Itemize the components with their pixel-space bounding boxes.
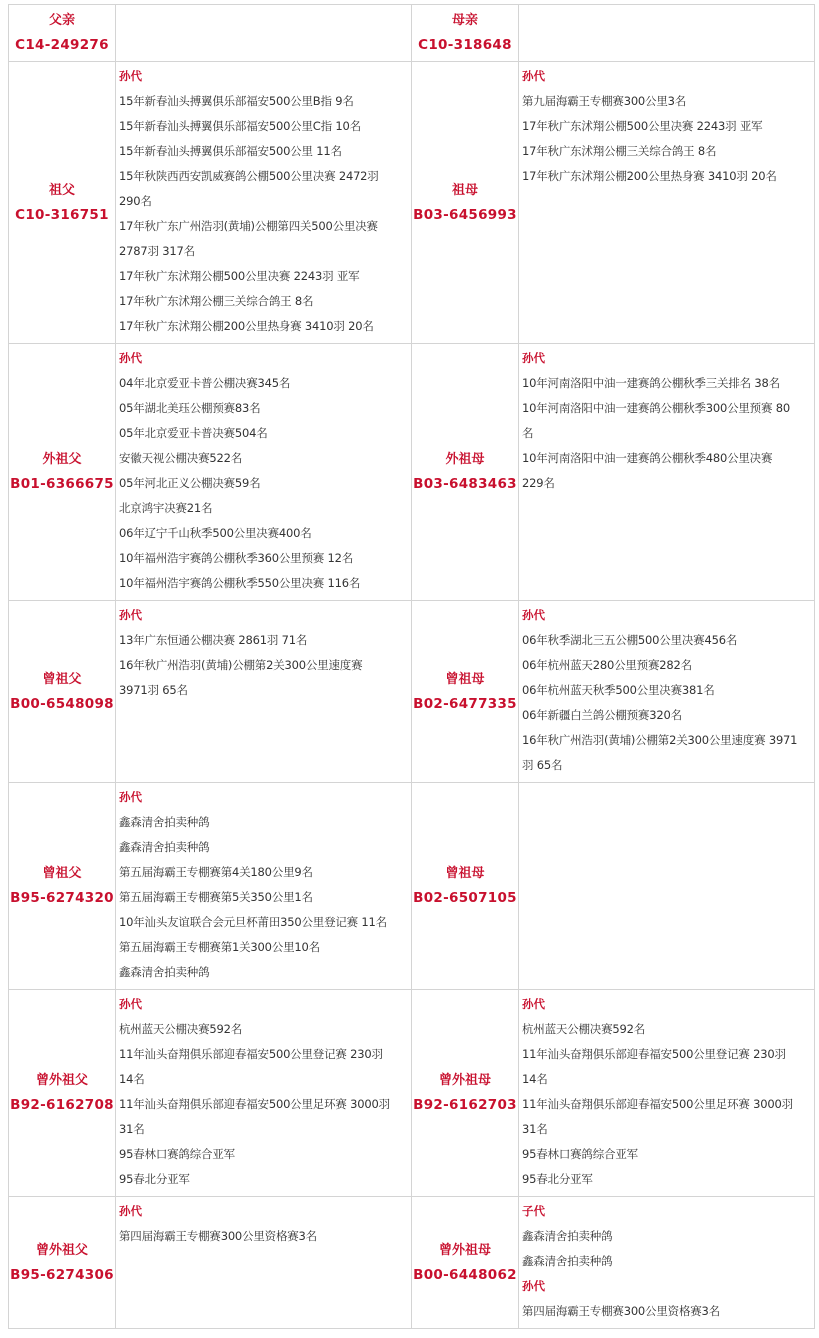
achievement-line: 10年河南洛阳中油一建赛鸽公棚秋季480公里决赛 [522, 451, 773, 465]
ring-number: B00-6448062 [413, 1266, 517, 1283]
achievements-cell [519, 1197, 815, 1329]
achievements-cell [116, 990, 412, 1197]
achievement-line: 第五届海霸王专棚赛第1关300公里10名 [119, 940, 320, 954]
ancestor-label-cell [9, 783, 116, 990]
achievements-cell [519, 783, 815, 990]
ancestor-label-cell [9, 990, 116, 1197]
ancestor-label-cell [9, 62, 116, 344]
achievement-line: 14名 [522, 1072, 548, 1086]
pedigree-table [8, 4, 815, 1329]
achievement-line: 名 [522, 426, 534, 440]
achievement-line: 04年北京爱亚卡普公棚决赛345名 [119, 376, 291, 390]
achievements-cell [116, 601, 412, 783]
achievement-line: 15年新春汕头搏翼俱乐部福安500公里 11名 [119, 144, 342, 158]
achievement-line: 31名 [522, 1122, 548, 1136]
achievement-line: 95春北分亚军 [522, 1172, 593, 1186]
achievement-line: 15年新春汕头搏翼俱乐部福安500公里C指 10名 [119, 119, 361, 133]
achievement-line: 鑫森清舍拍卖种鸽 [522, 1229, 613, 1243]
ancestor-label-cell [412, 990, 519, 1197]
achievement-line: 95春北分亚军 [119, 1172, 190, 1186]
generation-heading: 孙代 [522, 1279, 545, 1293]
ring-number: C10-318648 [418, 37, 512, 53]
relation-label: 曾祖父 [42, 866, 82, 881]
achievements-cell [116, 62, 412, 344]
relation-label: 曾外祖父 [35, 1242, 88, 1258]
achievement-line: 17年秋广东沭翔公棚三关综合鸽王 8名 [119, 294, 314, 308]
ring-number: B95-6274306 [10, 1266, 114, 1283]
generation-heading: 孙代 [522, 69, 545, 83]
achievements-cell [519, 62, 815, 344]
achievement-line: 17年秋广东沭翔公棚200公里热身赛 3410羽 20名 [522, 169, 777, 183]
relation-label: 母亲 [451, 13, 478, 28]
achievement-line: 06年杭州蓝天280公里预赛282名 [522, 658, 692, 672]
achievement-line: 11年汕头奋翔俱乐部迎春福安500公里登记赛 230羽 [119, 1047, 383, 1061]
ancestor-label-cell [412, 5, 519, 62]
achievement-line: 10年汕头友谊联合会元旦杯莆田350公里登记赛 11名 [119, 915, 387, 929]
achievement-line: 10年河南洛阳中油一建赛鸽公棚秋季三关排名 38名 [522, 376, 780, 390]
ancestor-label-cell [412, 1197, 519, 1329]
achievement-line: 229名 [522, 476, 555, 490]
achievement-line: 10年福州浩宇赛鸽公棚秋季550公里决赛 116名 [119, 576, 361, 590]
relation-label: 父亲 [48, 13, 75, 28]
generation-heading: 孙代 [119, 69, 142, 83]
relation-label: 祖父 [48, 182, 75, 198]
achievement-line: 290名 [119, 194, 152, 208]
achievement-line: 17年秋广东沭翔公棚三关综合鸽王 8名 [522, 144, 717, 158]
achievement-line: 95春林口赛鸽综合亚军 [522, 1147, 638, 1161]
achievement-line: 15年新春汕头搏翼俱乐部福安500公里B指 9名 [119, 94, 354, 108]
achievements-cell [519, 990, 815, 1197]
achievement-line: 羽 65名 [522, 758, 563, 772]
achievement-line: 05年湖北美珏公棚预赛83名 [119, 401, 261, 415]
generation-heading: 孙代 [119, 351, 142, 365]
achievement-line: 13年广东恒通公棚决赛 2861羽 71名 [119, 633, 308, 647]
achievement-line: 10年河南洛阳中油一建赛鸽公棚秋季300公里预赛 80 [522, 401, 790, 415]
achievement-line: 17年秋广东沭翔公棚500公里决赛 2243羽 亚军 [522, 119, 763, 133]
achievements-cell [519, 601, 815, 783]
achievement-line: 第四届海霸王专棚赛300公里资格赛3名 [522, 1304, 720, 1318]
ancestor-label-cell [412, 783, 519, 990]
ring-number: B03-6456993 [413, 206, 517, 223]
achievement-line: 17年秋广东沭翔公棚500公里决赛 2243羽 亚军 [119, 269, 360, 283]
ancestor-label-cell [9, 5, 116, 62]
ancestor-label-cell [412, 601, 519, 783]
ring-number: B01-6366675 [10, 476, 114, 492]
achievement-line: 2787羽 317名 [119, 244, 195, 258]
achievement-line: 06年辽宁千山秋季500公里决赛400名 [119, 526, 312, 540]
ring-number: B02-6507105 [413, 890, 517, 906]
generation-heading: 孙代 [119, 1204, 142, 1218]
achievement-line: 鑫森清舍拍卖种鸽 [522, 1254, 613, 1268]
generation-heading: 孙代 [119, 790, 142, 804]
ring-number: B92-6162708 [10, 1097, 114, 1113]
relation-label: 曾外祖父 [35, 1073, 88, 1088]
ring-number: B03-6483463 [413, 476, 517, 492]
achievement-line: 06年秋季湖北三五公棚500公里决赛456名 [522, 633, 738, 647]
achievement-line: 05年河北正义公棚决赛59名 [119, 476, 261, 490]
achievement-line: 第九届海霸王专棚赛300公里3名 [522, 94, 687, 108]
achievements-cell [116, 5, 412, 62]
pedigree-row [9, 783, 815, 990]
pedigree-row [9, 1197, 815, 1329]
relation-label: 曾祖母 [445, 671, 485, 687]
achievement-line: 11年汕头奋翔俱乐部迎春福安500公里足环赛 3000羽 [119, 1097, 390, 1111]
ancestor-label-cell [9, 601, 116, 783]
achievement-line: 10年福州浩宇赛鸽公棚秋季360公里预赛 12名 [119, 551, 354, 565]
achievement-line: 北京鸿宇决赛21名 [119, 501, 213, 515]
achievement-line: 鑫森清舍拍卖种鸽 [119, 840, 210, 854]
generation-heading: 子代 [522, 1204, 545, 1218]
relation-label: 曾祖母 [445, 866, 485, 881]
ring-number: C14-249276 [15, 37, 109, 53]
relation-label: 曾外祖母 [438, 1242, 491, 1258]
ring-number: B00-6548098 [10, 695, 114, 712]
relation-label: 祖母 [451, 182, 478, 198]
achievement-line: 第五届海霸王专棚赛第4关180公里9名 [119, 865, 313, 879]
ring-number: B95-6274320 [10, 890, 114, 906]
achievements-cell [116, 344, 412, 601]
relation-label: 曾祖父 [42, 671, 82, 687]
achievement-line: 11年汕头奋翔俱乐部迎春福安500公里登记赛 230羽 [522, 1047, 786, 1061]
achievement-line: 11年汕头奋翔俱乐部迎春福安500公里足环赛 3000羽 [522, 1097, 793, 1111]
pedigree-row [9, 344, 815, 601]
achievement-line: 06年杭州蓝天秋季500公里决赛381名 [522, 683, 715, 697]
ancestor-label-cell [9, 1197, 116, 1329]
achievements-cell [116, 1197, 412, 1329]
relation-label: 曾外祖母 [438, 1073, 491, 1088]
achievement-line: 05年北京爱亚卡普决赛504名 [119, 426, 268, 440]
ancestor-label-cell [412, 344, 519, 601]
achievement-line: 15年秋陕西西安凯威赛鸽公棚500公里决赛 2472羽 [119, 169, 379, 183]
achievement-line: 杭州蓝天公棚决赛592名 [522, 1022, 646, 1036]
achievement-line: 17年秋广东广州浩羽(黄埔)公棚第四关500公里决赛 [119, 219, 378, 233]
generation-heading: 孙代 [522, 351, 545, 365]
achievement-line: 17年秋广东沭翔公棚200公里热身赛 3410羽 20名 [119, 319, 374, 333]
achievements-cell [519, 344, 815, 601]
ancestor-label-cell [412, 62, 519, 344]
pedigree-row [9, 62, 815, 344]
achievement-line: 杭州蓝天公棚决赛592名 [119, 1022, 243, 1036]
generation-heading: 孙代 [522, 608, 545, 622]
pedigree-body [9, 5, 815, 1329]
ring-number: B02-6477335 [413, 695, 517, 712]
generation-heading: 孙代 [119, 997, 142, 1011]
generation-heading: 孙代 [119, 608, 142, 622]
pedigree-row [9, 990, 815, 1197]
achievement-line: 14名 [119, 1072, 145, 1086]
ring-number: C10-316751 [15, 206, 109, 223]
generation-heading: 孙代 [522, 997, 545, 1011]
achievement-line: 16年秋广州浩羽(黄埔)公棚第2关300公里速度赛 [119, 658, 363, 672]
achievement-line: 31名 [119, 1122, 145, 1136]
achievement-line: 3971羽 65名 [119, 683, 188, 697]
relation-label: 外祖父 [42, 452, 82, 467]
achievement-line: 16年秋广州浩羽(黄埔)公棚第2关300公里速度赛 3971 [522, 733, 798, 747]
ancestor-label-cell [9, 344, 116, 601]
achievement-line: 06年新疆白兰鸽公棚预赛320名 [522, 708, 682, 722]
ring-number: B92-6162703 [413, 1097, 517, 1113]
achievement-line: 鑫森清舍拍卖种鸽 [119, 965, 210, 979]
relation-label: 外祖母 [445, 452, 485, 467]
pedigree-row [9, 5, 815, 62]
achievement-line: 鑫森清舍拍卖种鸽 [119, 815, 210, 829]
pedigree-row [9, 601, 815, 783]
achievements-cell [116, 783, 412, 990]
achievement-line: 第五届海霸王专棚赛第5关350公里1名 [119, 890, 313, 904]
achievement-line: 安徽天视公棚决赛522名 [119, 451, 243, 465]
achievement-line: 95春林口赛鸽综合亚军 [119, 1147, 235, 1161]
achievement-line: 第四届海霸王专棚赛300公里资格赛3名 [119, 1229, 317, 1243]
achievements-cell [519, 5, 815, 62]
